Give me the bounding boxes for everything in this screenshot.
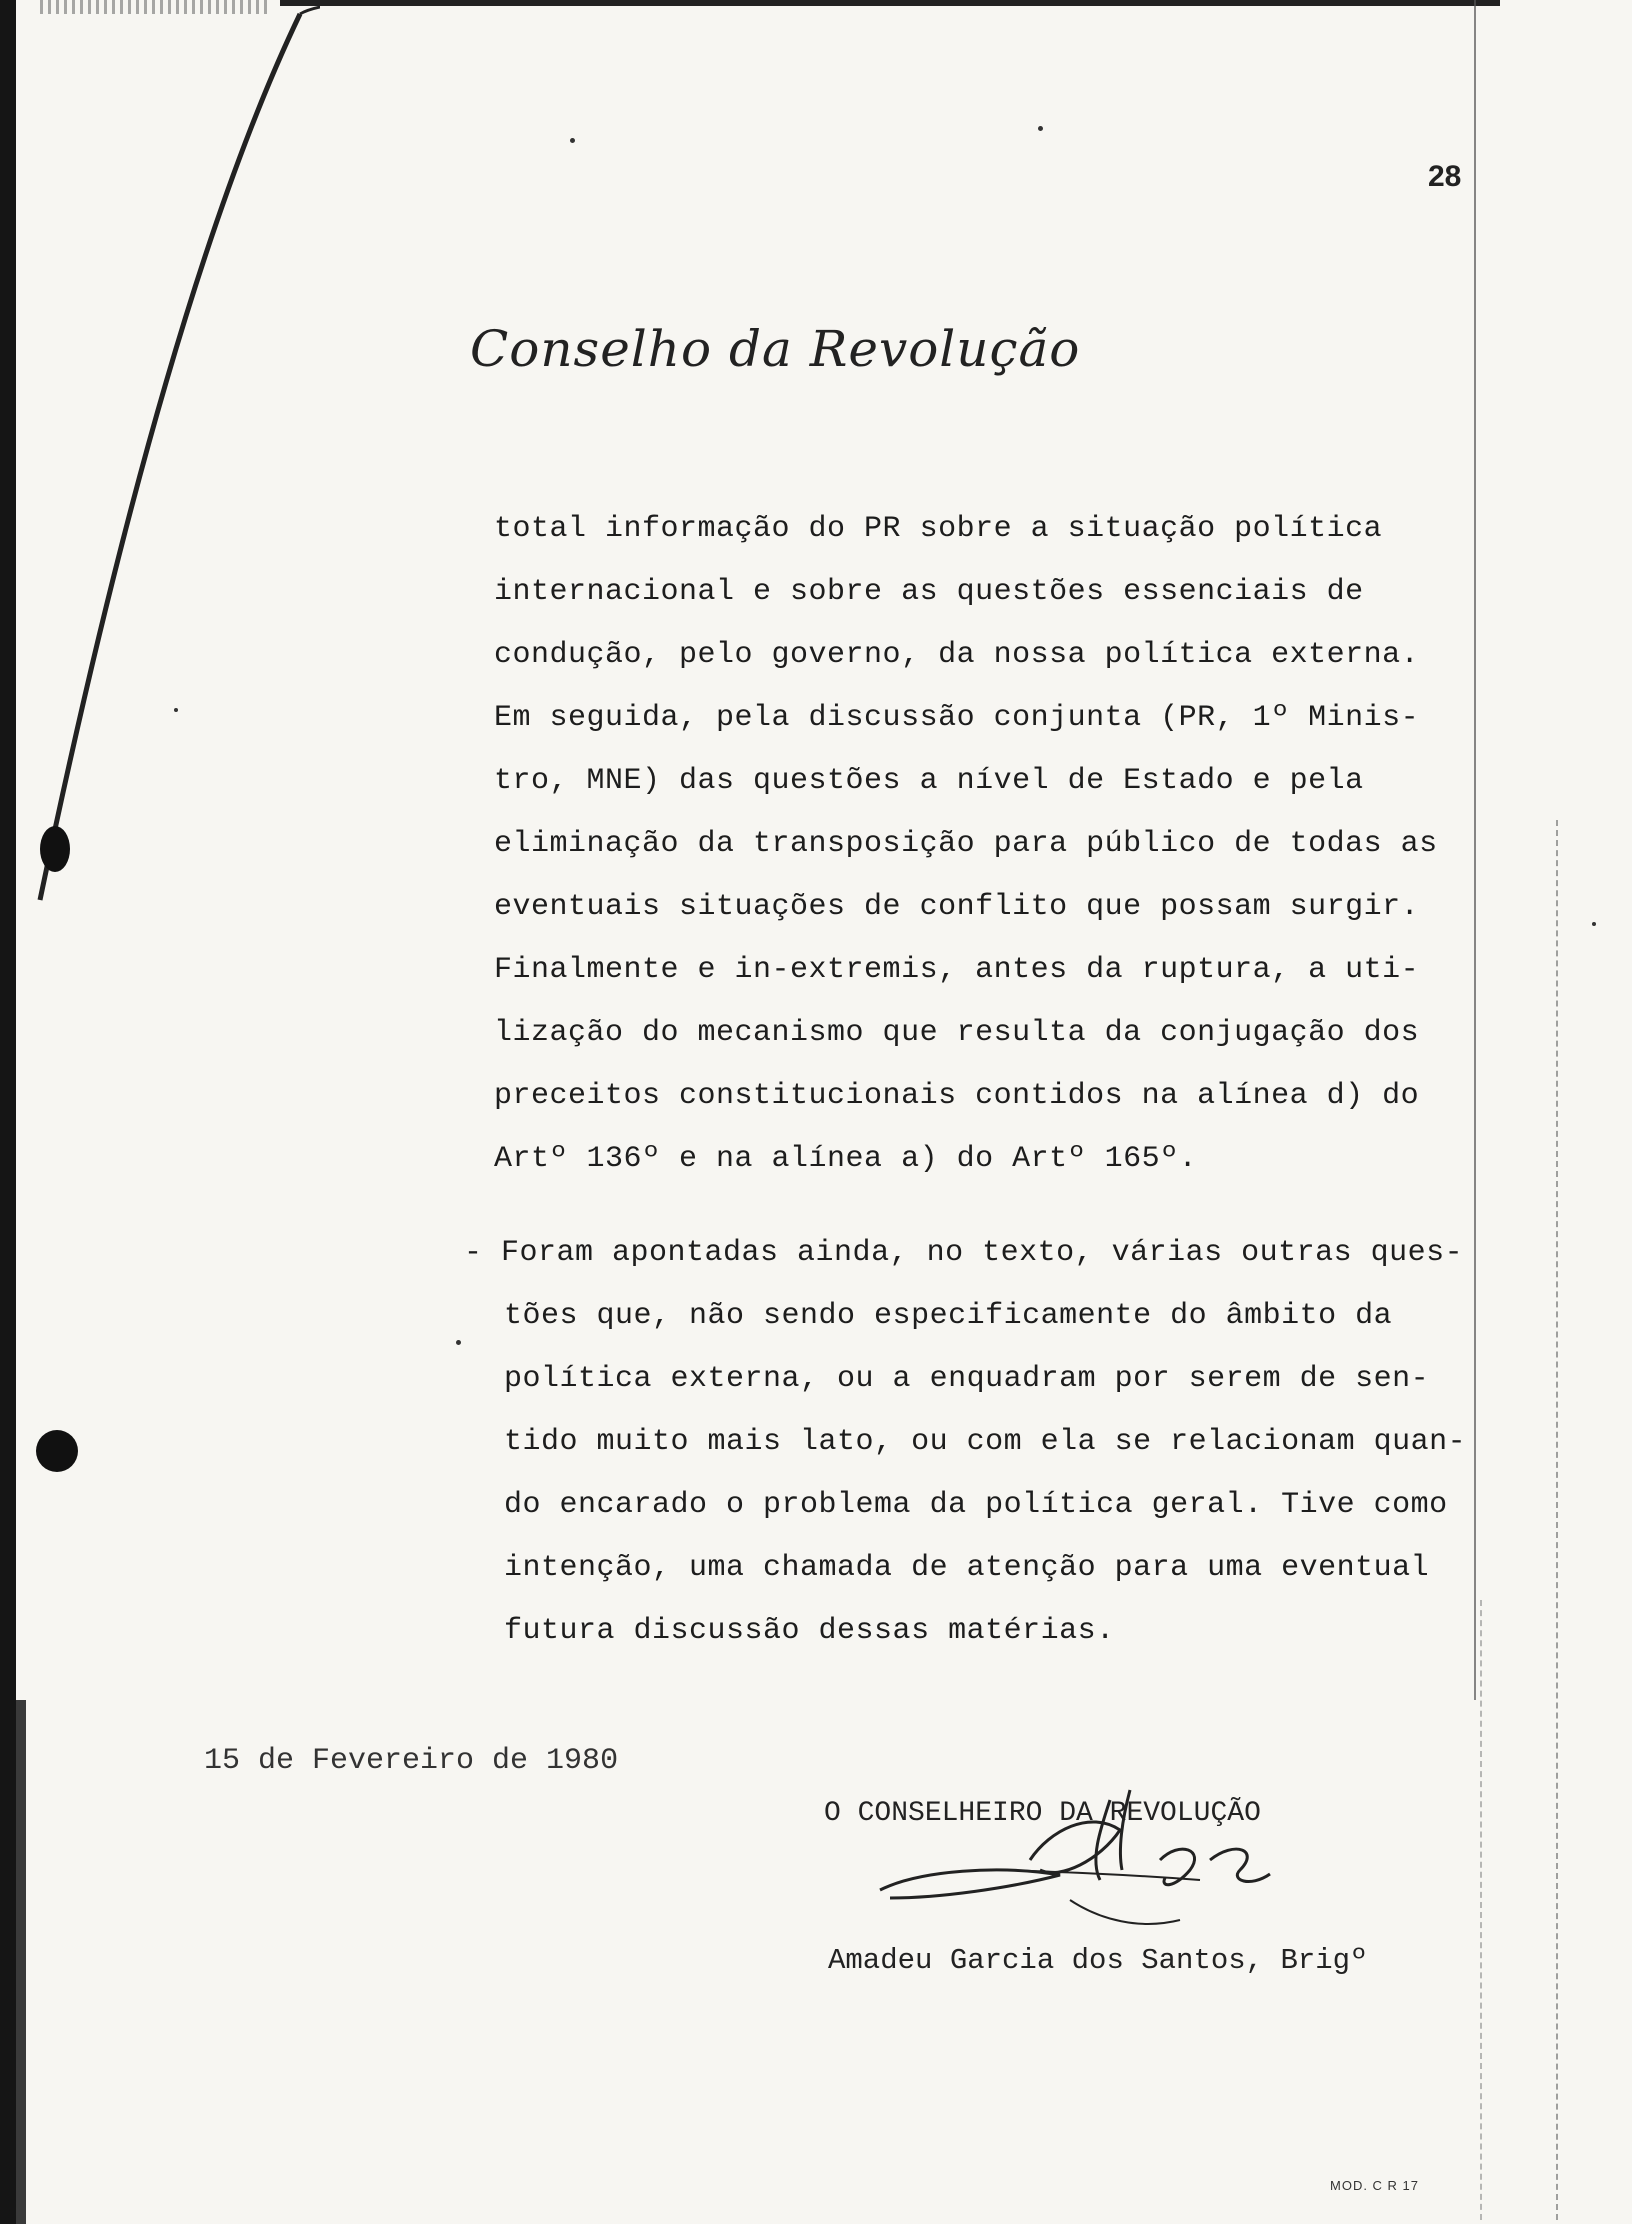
paragraph-1 — [494, 498, 1524, 1191]
text-line: intenção, uma chamada de atenção para uma eventual — [504, 1551, 1430, 1585]
signature-icon — [860, 1770, 1340, 1960]
scan-speck — [1038, 126, 1043, 131]
text-line: Em seguida, pela discussão conjunta (PR, 1º Minis- — [494, 701, 1420, 735]
text-line: internacional e sobre as questões essenciais de — [494, 575, 1364, 609]
text-line: eliminação da transposição para público de todas as — [494, 827, 1438, 861]
text-line: - Foram apontadas ainda, no texto, várias outras ques- — [464, 1236, 1464, 1270]
text-line: total informação do PR sobre a situação política — [494, 512, 1383, 546]
signer-name: Amadeu Garcia dos Santos, Brigº — [828, 1944, 1368, 1977]
page-number: 28 — [1428, 160, 1462, 193]
signer-title: O CONSELHEIRO DA REVOLUÇÃO — [824, 1798, 1261, 1829]
form-code: MOD. C R 17 — [1330, 2178, 1420, 2193]
text-line: eventuais situações de conflito que possam surgir. — [494, 890, 1420, 924]
text-line: lização do mecanismo que resulta da conjugação dos — [494, 1016, 1420, 1050]
punch-hole-icon — [36, 1430, 78, 1472]
text-line: Artº 136º e na alínea a) do Artº 165º. — [494, 1142, 1198, 1176]
letterhead: Conselho da Revolução — [470, 320, 1081, 378]
page-left-edge-shadow — [16, 1700, 26, 2224]
text-line: tro, MNE) das questões a nível de Estado e pela — [494, 764, 1364, 798]
page-top-edge — [280, 0, 1500, 6]
scan-speck — [174, 708, 178, 712]
document-date: 15 de Fevereiro de 1980 — [204, 1744, 619, 1778]
scan-speck — [1592, 922, 1596, 926]
text-line: tido muito mais lato, ou com ela se relacionam quan- — [504, 1425, 1467, 1459]
text-line: política externa, ou a enquadram por serem de sen- — [504, 1362, 1430, 1396]
page-fold-line-dashed-lower — [1480, 1600, 1482, 2220]
text-line: tões que, não sendo especificamente do âmbito da — [504, 1299, 1393, 1333]
paragraph-2 — [464, 1222, 1524, 1663]
text-line: do encarado o problema da política geral. Tive como — [504, 1488, 1448, 1522]
page-fold-line-dashed — [1556, 820, 1558, 2220]
scan-speck — [456, 1340, 461, 1345]
text-line: condução, pelo governo, da nossa política externa. — [494, 638, 1420, 672]
text-line: preceitos constitucionais contidos na alínea d) do — [494, 1079, 1420, 1113]
scan-speck — [570, 138, 575, 143]
text-line: futura discussão dessas matérias. — [504, 1614, 1115, 1648]
punch-hole-icon — [40, 826, 70, 872]
text-line: Finalmente e in-extremis, antes da ruptura, a uti- — [494, 953, 1420, 987]
